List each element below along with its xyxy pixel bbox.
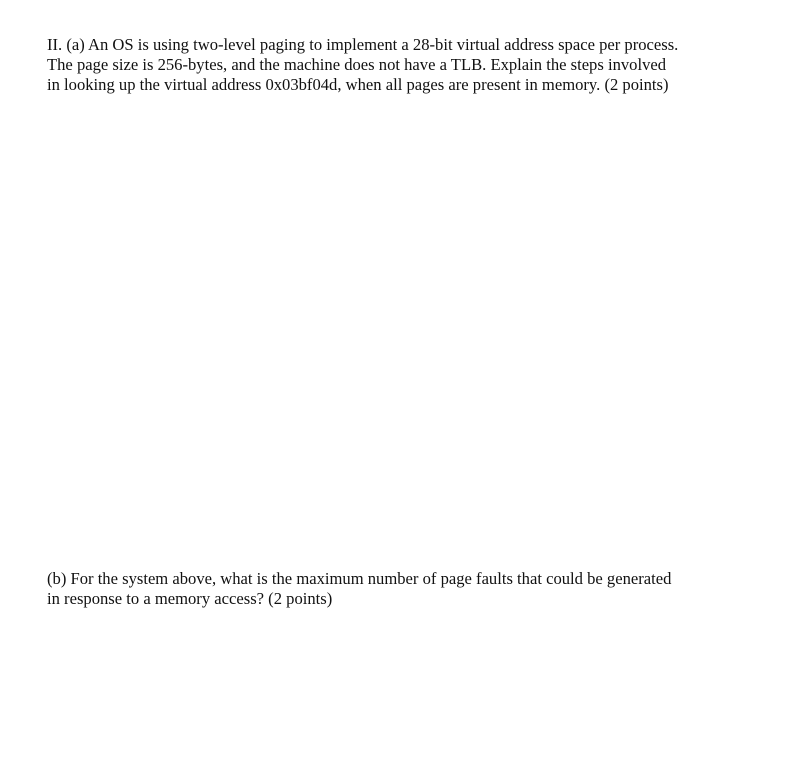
question-part-a: [47, 35, 737, 95]
question-part-b-line-1: (b) For the system above, what is the maximum number of page faults that could be generated: [47, 569, 672, 588]
question-part-b-line-2: in response to a memory access? (2 points): [47, 589, 333, 608]
question-part-b: [47, 569, 737, 609]
question-part-a-line-2: The page size is 256-bytes, and the machine does not have a TLB. Explain the steps involved: [47, 55, 667, 74]
question-part-a-line-3: in looking up the virtual address 0x03bf04d, when all pages are present in memory. (2 points): [47, 75, 669, 94]
question-part-a-line-1: II. (a) An OS is using two-level paging to implement a 28-bit virtual address space per process.: [47, 35, 679, 54]
